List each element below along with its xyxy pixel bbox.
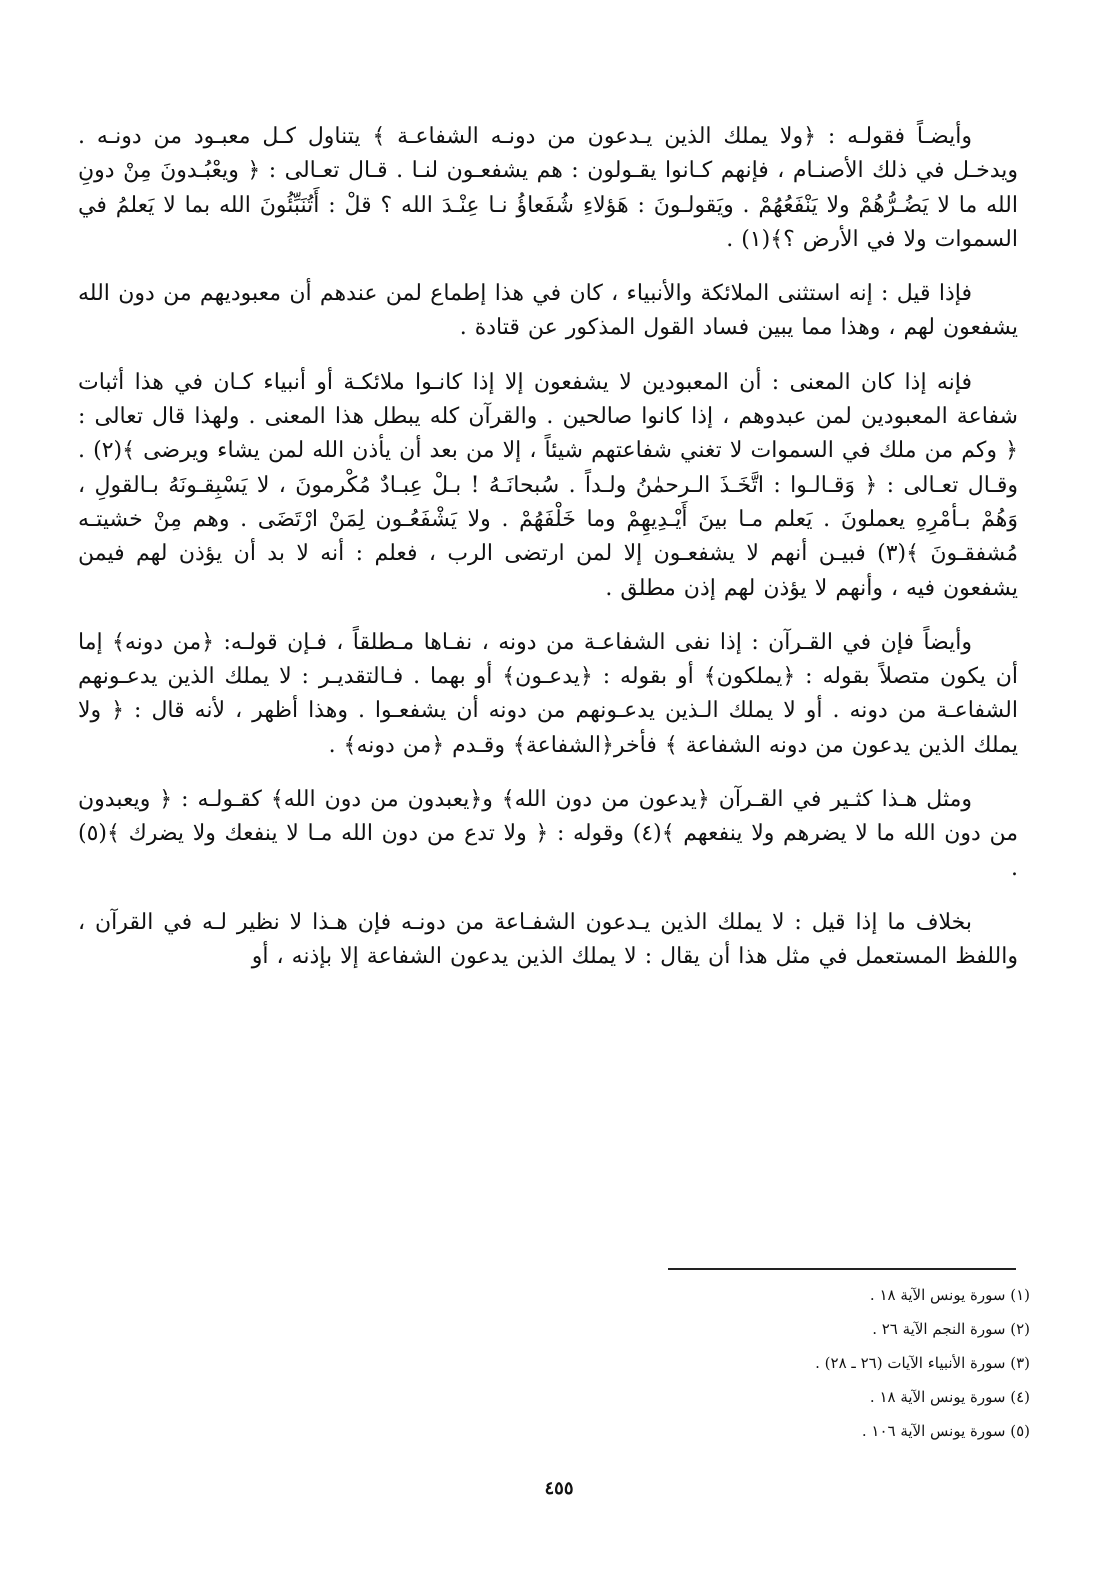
paragraph: وأيضاً فإن في القـرآن : إذا نفى الشفاعـة من دونه ، نفـاها مـطلقاً ، فـإن قولـه: ﴿من دونه﴾ إما أن يكون متصلاً بقوله : ﴿يملكون﴾ أو بقوله : ﴿يدعـون﴾ أو بهما . فـالتقديـر : لا يملك الذين يدعـونهم الشفاعـة من دونه . أو لا يملك الـذين يدعـونهم من دونه أن يشفعـوا . وهذا أظهر ، لأنه قال : ﴿ ولا يملك الذين يدعون من دونه الشفاعة ﴾ فأخر﴿الشفاعة﴾ وقـدم ﴿من دونه﴾ .: [78, 629, 1018, 758]
footnote: (٥) سورة يونس الآية ١٠٦ .: [861, 1422, 1030, 1440]
footnote: (١) سورة يونس الآية ١٨ .: [869, 1286, 1030, 1304]
paragraph: فإذا قيل : إنه استثنى الملائكة والأنبياء ، كان في هذا إطماع لمن عندهم أن معبوديهم من دون الله يشفعون لهم ، وهذا مما يبين فساد القول المذكور عن قتادة .: [78, 281, 1018, 341]
paragraph: فإنه إذا كان المعنى : أن المعبودين لا يشفعون إلا إذا كانـوا ملائكـة أو أنبياء كـان في هذا أثبات شفاعة المعبودين لمن عبدوهم ، إذا كانوا صالحين . والقرآن كله يبطل هذا المعنى . ولهذا قال تعالى : ﴿ وكم من ملك في السموات لا تغني شفاعتهم شيئاً ، إلا من بعد أن يأذن الله لمن يشاء ويرضى ﴾(٢) . وقـال تعـالى : ﴿ وَقـالـوا : اتَّخَـذَ الـرحمٰنُ ولـداً . سُبحانَـهُ ! بـلْ عِبـادٌ مُكْرمونَ ، لا يَسْبِقـونَهُ بـالقولِ ، وَهُمْ بـأمْرِهِ يعملونَ . يَعلم مـا بينَ أَيْـدِيهِمْ وما خَلْفَهُمْ . ولا يَشْفَعُـون لِمَنْ ارْتَضَى . وهم مِنْ خشيتـه مُشفقـونَ ﴾(٣) فبيـن أنهم لا يشفعـون إلا لمن ارتضى الرب ، فعلم : أنه لا بد أن يؤذن لهم فيمن يشفعون فيه ، وأنهم لا يؤذن لهم إذن مطلق .: [78, 369, 1018, 601]
paragraph: ومثل هـذا كثـير في القـرآن ﴿يدعون من دون الله﴾ و﴿يعبدون من دون الله﴾ كقـولـه : ﴿ ويعبدون من دون الله ما لا يضرهم ولا ينفعهم ﴾(٤) وقوله : ﴿ ولا تدع من دون الله مـا لا ينفعك ولا يضرك ﴾(٥) .: [78, 787, 1019, 881]
footnote-divider: [668, 1268, 1016, 1270]
footnote: (٣) سورة الأنبياء الآيات (٢٦ ـ ٢٨) .: [815, 1354, 1030, 1372]
page-number: ٤٥٥: [544, 1478, 574, 1499]
main-text: [78, 120, 1018, 995]
paragraph: وأيضـاً فقولـه : ﴿ولا يملك الذين يـدعون من دونـه الشفاعـة ﴾ يتناول كـل معبـود من دونـه . ويدخـل في ذلك الأصنـام ، فإنهم كـانوا يقـولون : هم يشفعـون لنـا . قـال تعـالى : ﴿ ويعْبُـدونَ مِنْ دونِ الله ما لا يَضُـرُّهُمْ ولا يَنْفَعُهُمْ . ويَقولـونَ : هَؤلاءِ شُفَعاؤُ نـا عِنْـدَ الله ؟ قلْ : أَتُنَبِّئُونَ الله بما لا يَعلمُ في السموات ولا في الأرض ؟﴾(١) .: [78, 124, 1018, 252]
footnotes: [530, 1278, 1030, 1448]
footnote: (٤) سورة يونس الآية ١٨ .: [869, 1388, 1030, 1406]
footnote: (٢) سورة النجم الآية ٢٦ .: [872, 1320, 1030, 1338]
paragraph: بخلاف ما إذا قيل : لا يملك الذين يـدعون الشفـاعة من دونـه فإن هـذا لا نظير لـه في القرآن ، واللفظ المستعمل في مثل هذا أن يقال : لا يملك الذين يدعون الشفاعة إلا بإذنه ، أو: [78, 909, 1018, 970]
